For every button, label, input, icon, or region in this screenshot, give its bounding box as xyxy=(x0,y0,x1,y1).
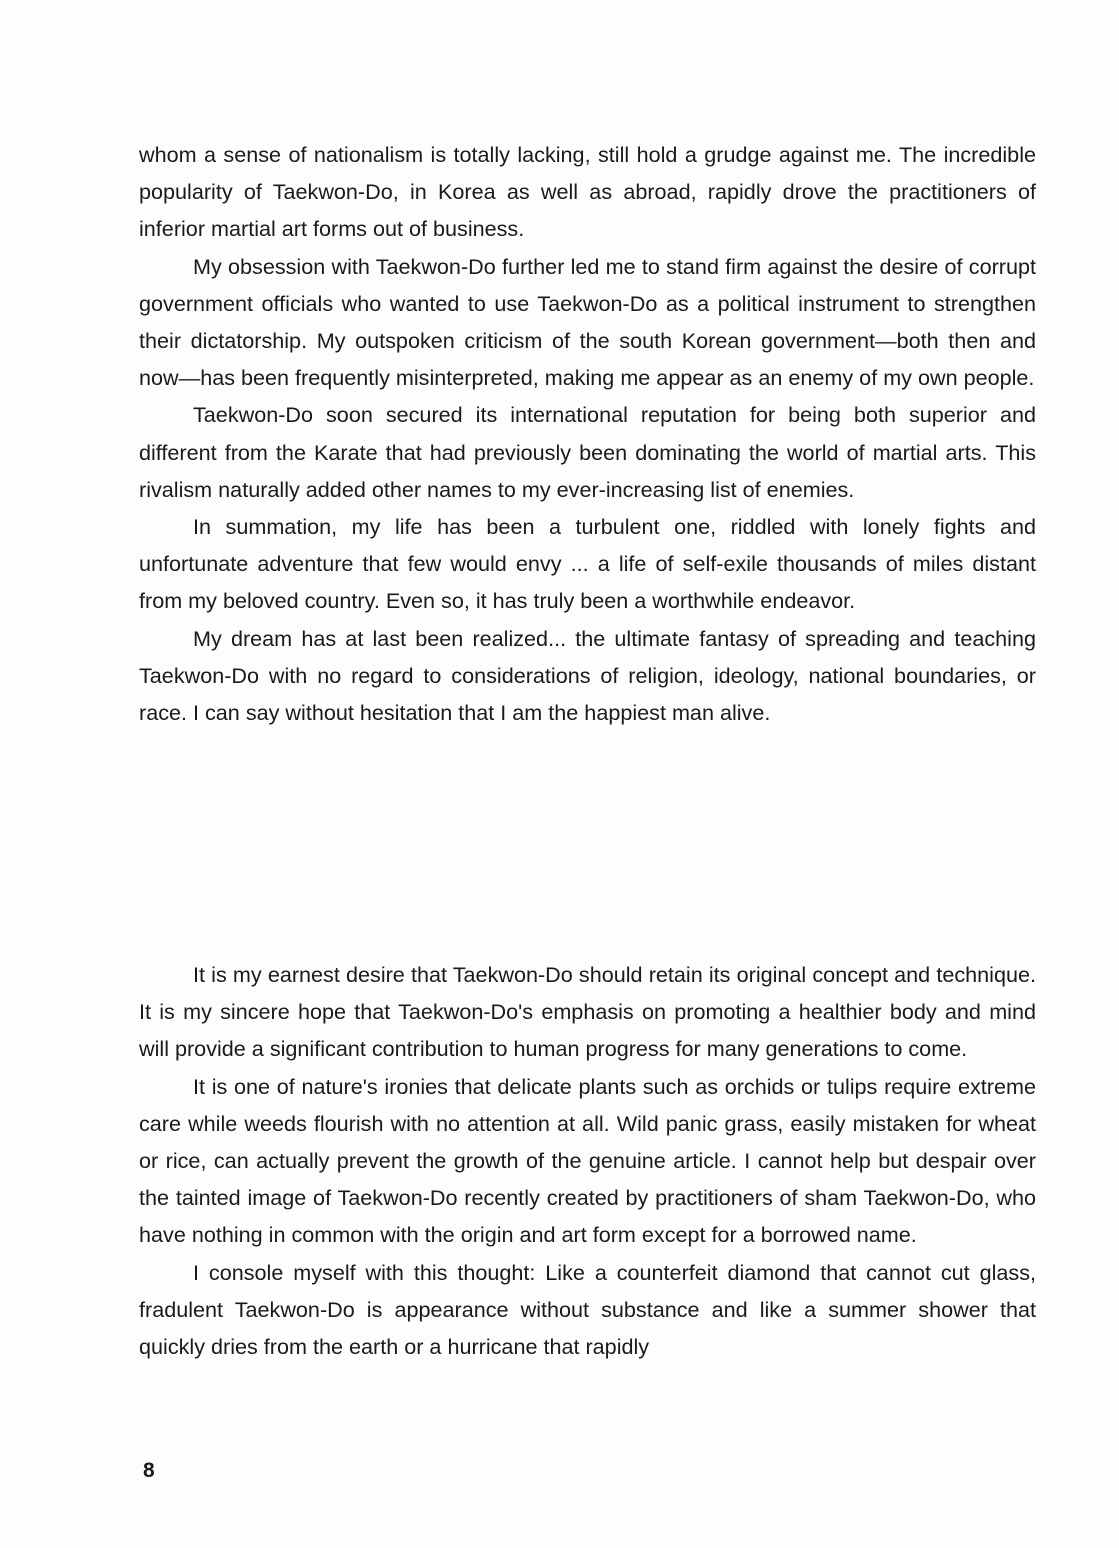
text-section-1 xyxy=(139,136,1036,731)
paragraph: My obsession with Taekwon-Do further led me to stand firm against the desire of corrupt government officials who wanted to use Taekwon-Do as a political instrument to strengthen their dictatorship. My outspoken criticism of the south Korean government—both then and now—has been frequently misinterpreted, making me appear as an enemy of my own people. xyxy=(139,253,1036,391)
paragraph: My dream has at last been realized... the ultimate fantasy of spreading and teaching Taekwon-Do with no regard to considerations of religion, ideology, national boundaries, or race. I can say without hesitation that I am the happiest man alive. xyxy=(139,625,1036,726)
paragraph: In summation, my life has been a turbulent one, riddled with lonely fights and unfortunate adventure that few would envy ... a life of self-exile thousands of miles distant from my beloved country. Even so, it has truly been a worthwhile endeavor. xyxy=(139,514,1036,614)
page-number: 8 xyxy=(143,1459,155,1482)
text-section-2 xyxy=(139,956,1036,1365)
paragraph: It is one of nature's ironies that delicate plants such as orchids or tulips require extreme care while weeds flourish with no attention at all. Wild panic grass, easily mistaken for wheat or rice, can actually prevent the growth of the genuine article. I cannot help but despair over the tainted image of Taekwon-Do recently created by practitioners of sham Taekwon-Do, who have nothing in common with the origin and art form except for a borrowed name. xyxy=(139,1073,1036,1248)
paragraph: I console myself with this thought: Like a counterfeit diamond that cannot cut glass, fradulent Taekwon-Do is appearance without substance and like a summer shower that quickly dries from the earth or a hurricane that rapidly xyxy=(139,1259,1036,1360)
paragraph: It is my earnest desire that Taekwon-Do should retain its original concept and technique. It is my sincere hope that Taekwon-Do's emphasis on promoting a healthier body and mind will provide a significant contribution to human progress for many generations to come. xyxy=(139,962,1036,1062)
paragraph: whom a sense of nationalism is totally lacking, still hold a grudge against me. The incredible popularity of Taekwon-Do, in Korea as well as abroad, rapidly drove the practitioners of inferior martial art forms out of business. xyxy=(139,142,1036,242)
paragraph: Taekwon-Do soon secured its international reputation for being both superior and different from the Karate that had previously been dominating the world of martial arts. This rivalism naturally added other names to my ever-increasing list of enemies. xyxy=(139,402,1036,502)
